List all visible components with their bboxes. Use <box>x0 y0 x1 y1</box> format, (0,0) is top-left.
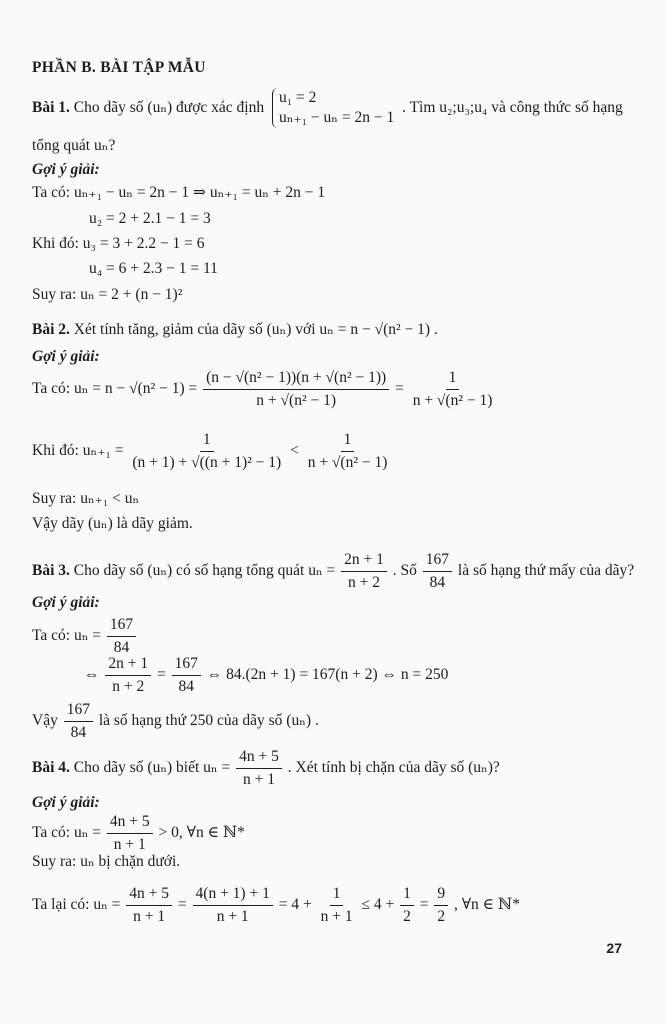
numerator: (n − √(n² − 1))(n + √(n² − 1)) <box>203 368 389 390</box>
fraction <box>126 884 172 927</box>
fraction <box>318 884 356 927</box>
numerator: 2n + 1 <box>341 550 387 572</box>
ex4-step-3-lhs: Ta lại có: uₙ = <box>32 896 121 914</box>
exercise-4-text-2: . Xét tính bị chặn của dãy số (uₙ)? <box>287 759 500 777</box>
hint-label-1: Gợi ý giải: <box>32 161 100 178</box>
denominator: n + 1 <box>216 908 249 925</box>
ex2-step-2-lhs: Khi đó: uₙ₊₁ = <box>32 442 124 460</box>
exercise-4-text-1: Cho dãy số (uₙ) biết uₙ = <box>73 759 231 777</box>
denominator: n + 1 <box>133 908 166 925</box>
fraction <box>172 654 201 697</box>
denominator: 84 <box>429 574 446 591</box>
fraction <box>305 430 391 473</box>
numerator: 9 <box>434 884 448 906</box>
denominator: n + 2 <box>348 574 381 591</box>
denominator: n + 1 <box>243 771 275 788</box>
fraction <box>129 430 284 473</box>
exercise-3-statement <box>32 550 634 593</box>
fraction <box>400 884 414 927</box>
denominator: 84 <box>113 639 130 656</box>
hint-label-4: Gợi ý giải: <box>32 794 100 811</box>
equals: = <box>395 380 404 398</box>
exercise-3-text-2: . Số <box>392 562 417 580</box>
exercise-2-label: Bài 2. <box>32 321 70 338</box>
ex1-step-1: Ta có: uₙ₊₁ − uₙ = 2n − 1 ⇒ uₙ₊₁ = uₙ + 2n − 1 <box>32 184 326 201</box>
numerator: 2n + 1 <box>105 654 151 676</box>
equals-plus: = 4 + <box>278 896 312 914</box>
ex3-step-1-lhs: Ta có: uₙ = <box>32 627 102 645</box>
ex2-step-3: Suy ra: uₙ₊₁ < uₙ <box>32 490 140 507</box>
ex4-step-3 <box>32 884 520 927</box>
exercise-3-text-1: Cho dãy số (uₙ) có số hạng tổng quát uₙ = <box>73 562 336 580</box>
ex2-step-4: Vậy dãy (uₙ) là dãy giảm. <box>32 515 193 532</box>
denominator: n + 1 <box>320 908 353 925</box>
exercise-4-label: Bài 4. <box>32 759 70 777</box>
ex1-step-3: Khi đó: u₃ = 3 + 2.2 − 1 = 6 <box>32 235 205 252</box>
ex4-step-2: Suy ra: uₙ bị chặn dưới. <box>32 853 181 870</box>
ex3-step-1 <box>32 615 138 658</box>
numerator: 1 <box>200 430 214 452</box>
fraction <box>193 884 273 927</box>
exercise-3-label: Bài 3. <box>32 562 70 580</box>
fraction <box>107 615 136 658</box>
exercise-2-text: Xét tính tăng, giảm của dãy số (uₙ) với uₙ = n − √(n² − 1) . <box>73 321 438 338</box>
exercise-1-after: . Tìm u₂;u₃;u₄ và công thức số hạng <box>402 99 623 116</box>
exercise-1-statement <box>32 88 623 128</box>
recurrence-system <box>272 88 394 128</box>
numerator: 167 <box>172 654 201 676</box>
exercise-4-statement <box>32 747 500 790</box>
denominator: n + √(n² − 1) <box>412 392 493 409</box>
denominator: 84 <box>178 678 194 695</box>
ex3-step-2 <box>84 654 448 697</box>
ex1-step-4: u₄ = 6 + 2.3 − 1 = 11 <box>89 260 218 277</box>
denominator: (n + 1) + √((n + 1)² − 1) <box>132 454 282 471</box>
numerator: 167 <box>107 615 136 637</box>
denominator: n + √(n² − 1) <box>307 454 388 471</box>
ex4-step-1-rhs: > 0, ∀n ∈ ℕ* <box>158 824 245 842</box>
ex3-conclusion <box>32 700 319 743</box>
ex3-conclusion-text: là số hạng thứ 250 của dãy số (uₙ) . <box>98 712 319 730</box>
fraction <box>203 368 389 411</box>
numerator: 4n + 5 <box>236 747 282 769</box>
fraction <box>434 884 448 927</box>
less-than: < <box>290 442 299 460</box>
ex4-step-1 <box>32 812 245 855</box>
equals: = <box>177 896 187 914</box>
numerator: 1 <box>446 368 460 390</box>
leq-plus: ≤ 4 + <box>361 896 395 914</box>
hint-label-3: Gợi ý giải: <box>32 594 100 611</box>
exercise-1-intro: Cho dãy số (uₙ) được xác định <box>73 99 265 116</box>
fraction <box>423 550 452 593</box>
denominator: 84 <box>70 724 87 741</box>
numerator: 1 <box>341 430 355 452</box>
ex2-step-1 <box>32 368 497 411</box>
ex1-step-2: u₂ = 2 + 2.1 − 1 = 3 <box>89 210 211 227</box>
exercise-1-line-2: tổng quát uₙ? <box>32 137 116 154</box>
denominator: 2 <box>403 908 411 925</box>
for-all-n: , ∀n ∈ ℕ* <box>453 896 520 914</box>
numerator: 167 <box>64 700 93 722</box>
denominator: n + √(n² − 1) <box>256 392 336 409</box>
fraction <box>105 654 151 697</box>
numerator: 4n + 5 <box>126 884 172 906</box>
exercise-3-text-3: là số hạng thứ mấy của dãy? <box>457 562 635 580</box>
ex3-conclusion-prefix: Vậy <box>32 712 58 730</box>
numerator: 4(n + 1) + 1 <box>193 884 273 906</box>
ex3-step-2-rest: ⇔ 84.(2n + 1) = 167(n + 2) ⇔ n = 250 <box>206 666 449 684</box>
fraction <box>341 550 387 593</box>
hint-label-2: Gợi ý giải: <box>32 348 100 365</box>
page-number: 27 <box>606 940 622 956</box>
exercise-2-statement <box>32 320 438 340</box>
fraction <box>64 700 93 743</box>
fraction <box>236 747 282 790</box>
denominator: n + 2 <box>112 678 145 695</box>
numerator: 1 <box>330 884 344 906</box>
ex2-step-1-lhs: Ta có: uₙ = n − √(n² − 1) = <box>32 380 198 398</box>
equals: = <box>419 896 429 914</box>
numerator: 1 <box>400 884 414 906</box>
ex1-step-5: Suy ra: uₙ = 2 + (n − 1)² <box>32 286 183 303</box>
system-line-1: u₁ = 2 <box>278 89 317 107</box>
equivalence-symbol: ⇔ <box>84 666 100 684</box>
numerator: 4n + 5 <box>107 812 153 834</box>
denominator: 2 <box>437 908 446 925</box>
ex4-step-1-lhs: Ta có: uₙ = <box>32 824 102 842</box>
numerator: 167 <box>423 550 452 572</box>
ex2-step-2 <box>32 430 392 473</box>
section-title: PHẦN B. BÀI TẬP MẪU <box>32 59 206 76</box>
exercise-1-label: Bài 1. <box>32 99 70 116</box>
denominator: n + 1 <box>113 836 146 853</box>
fraction <box>107 812 153 855</box>
system-line-2: uₙ₊₁ − uₙ = 2n − 1 <box>278 109 395 127</box>
equals: = <box>157 666 166 684</box>
fraction <box>410 368 496 411</box>
